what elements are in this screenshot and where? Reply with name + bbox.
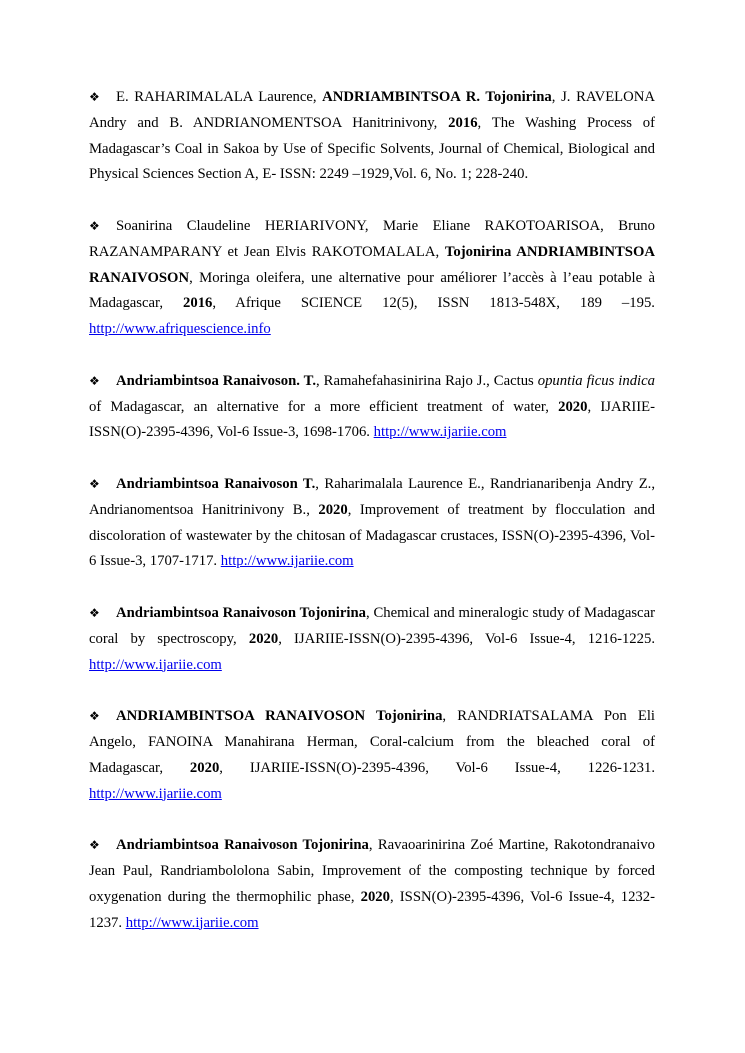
entry-author-bold: ANDRIAMBINTSOA R. Tojonirina bbox=[322, 89, 552, 105]
diamond-bullet-icon: ❖ bbox=[89, 709, 100, 724]
entry-text: , ISSN(O)-2395-4396, Vol-6 Issue-4, 1232-1237. bbox=[89, 888, 655, 931]
publication-entry bbox=[89, 214, 655, 343]
diamond-bullet-icon: ❖ bbox=[89, 218, 100, 233]
publication-entry bbox=[89, 369, 655, 446]
entry-text: , IJARIIE-ISSN(O)-2395-4396, Vol-6 Issue-3, 1698-1706. bbox=[89, 398, 656, 441]
entry-text: , IJARIIE-ISSN(O)-2395-4396, Vol-6 Issue-4, 1226-1231. bbox=[219, 759, 655, 776]
publication-entry bbox=[89, 85, 655, 188]
entry-text: , Improvement of treatment by flocculation and discoloration of wastewater by the chitosan of Madagascar crustaces, ISSN(O)-2395-4396, Vol-6 Issue-3, 1707-1717. bbox=[89, 501, 655, 570]
entry-author-bold: Andriambintsoa Ranaivoson Tojonirina bbox=[116, 837, 369, 854]
diamond-bullet-icon: ❖ bbox=[89, 90, 100, 104]
entry-text: , Raharimalala Laurence E., Randrianaribenja Andry Z., Andrianomentsoa Hanitrinivony B., bbox=[89, 475, 656, 518]
entry-text: E. RAHARIMALALA Laurence, bbox=[116, 89, 323, 105]
publication-entry bbox=[89, 601, 655, 678]
entry-year: 2016 bbox=[183, 295, 213, 312]
entry-text: , Chemical and mineralogic study of Madagascar coral by spectroscopy, bbox=[89, 604, 655, 647]
entry-link[interactable]: http://www.ijariie.com bbox=[89, 656, 222, 673]
entry-year: 2020 bbox=[189, 759, 220, 776]
entry-year: 2020 bbox=[318, 501, 348, 518]
publication-entry bbox=[89, 472, 655, 575]
entry-author-bold: Andriambintsoa Ranaivoson Tojonirina bbox=[116, 604, 366, 621]
entry-author-bold: Tojonirina ANDRIAMBINTSOA RANAIVOSON bbox=[89, 243, 655, 286]
entry-year: 2020 bbox=[558, 398, 588, 415]
entry-link[interactable]: http://www.ijariie.com bbox=[220, 553, 354, 570]
entry-author-bold: Andriambintsoa Ranaivoson. T. bbox=[116, 372, 317, 389]
entry-year: 2020 bbox=[360, 888, 390, 905]
entry-text: of Madagascar, an alternative for a more efficient treatment of water, bbox=[89, 398, 559, 415]
publication-entry bbox=[89, 833, 655, 936]
entry-year: 2020 bbox=[248, 630, 279, 647]
entry-text: , RANDRIATSALAMA Pon Eli Angelo, FANOINA Manahirana Herman, Coral-calcium from the bleached coral of Madagascar, bbox=[89, 708, 655, 776]
entry-author-bold: Andriambintsoa Ranaivoson T. bbox=[116, 475, 316, 492]
diamond-bullet-icon: ❖ bbox=[89, 373, 100, 388]
entry-text: , Afrique SCIENCE 12(5), ISSN 1813-548X, 189 –195. bbox=[212, 295, 655, 312]
diamond-bullet-icon: ❖ bbox=[89, 838, 100, 853]
entry-author-bold: ANDRIAMBINTSOA RANAIVOSON Tojonirina bbox=[116, 708, 443, 725]
entry-year: 2016 bbox=[448, 114, 478, 131]
entry-text: , The Washing Process of Madagascar’s Coal in Sakoa by Use of Specific Solvents, Journal of Chemical, Biological and Physical Sciences Section A, E- ISSN: 2249 –1929,Vol. 6, No. 1; 228-240. bbox=[89, 114, 655, 183]
entry-link[interactable]: http://www.ijariie.com bbox=[125, 914, 259, 931]
publication-entry bbox=[89, 704, 655, 807]
entry-species-italic: opuntia ficus indica bbox=[537, 372, 655, 389]
entry-text: , Ramahefahasinirina Rajo J., Cactus bbox=[316, 372, 538, 389]
entry-text: , Ravaoarinirina Zoé Martine, Rakotondranaivo Jean Paul, Randriambololona Sabin, Improvement of the composting technique by forced oxygenation during the thermophilic phase, bbox=[89, 837, 655, 905]
entry-text: Soanirina Claudeline HERIARIVONY, Marie Eliane RAKOTOARISOA, Bruno RAZANAMPARANY et Jean Elvis RAKOTOMALALA, bbox=[89, 217, 655, 260]
entry-link[interactable]: http://www.ijariie.com bbox=[373, 424, 507, 441]
entry-link[interactable]: http://www.afriquescience.info bbox=[89, 321, 271, 338]
entry-link[interactable]: http://www.ijariie.com bbox=[89, 785, 222, 802]
entry-text: , Moringa oleifera, une alternative pour améliorer l’accès à l’eau potable à Madagascar, bbox=[89, 269, 655, 312]
entry-text: , IJARIIE-ISSN(O)-2395-4396, Vol-6 Issue-4, 1216-1225. bbox=[278, 630, 656, 647]
diamond-bullet-icon: ❖ bbox=[89, 605, 100, 620]
publication-list bbox=[89, 85, 655, 962]
entry-text: , J. RAVELONA Andry and B. ANDRIANOMENTSOA Hanitrinivony, bbox=[89, 89, 655, 131]
diamond-bullet-icon: ❖ bbox=[89, 476, 100, 491]
